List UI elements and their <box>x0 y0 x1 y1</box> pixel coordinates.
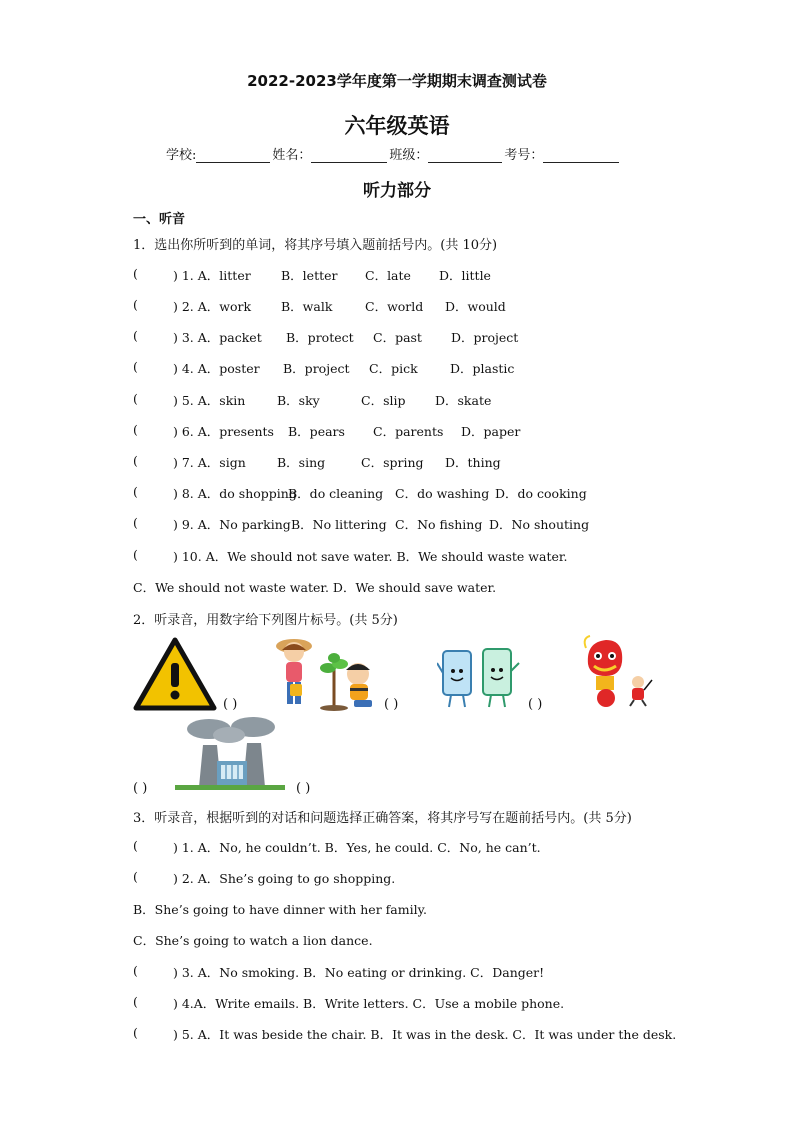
name-label: 姓名： <box>272 148 312 163</box>
option-d: D．do cooking <box>495 486 587 501</box>
option-a: ) 6. A．presents <box>173 424 274 439</box>
option-d: D．project <box>451 330 519 345</box>
item-10-text: ) 10. A．We should not save water. B．We should waste water. <box>173 549 568 564</box>
exam-subtitle: 六年级英语 <box>344 114 450 138</box>
lion-dance-picture <box>582 634 656 708</box>
option-d: D．would <box>445 299 506 314</box>
open-paren: ( <box>133 266 138 281</box>
option-c: C．pick <box>369 361 418 376</box>
warning-sign-picture <box>133 637 217 711</box>
option-d: D．skate <box>435 393 492 408</box>
option-b: B．walk <box>281 299 333 314</box>
option-b: B．project <box>283 361 350 376</box>
option-d: D．paper <box>461 424 521 439</box>
number-blank[interactable] <box>543 148 619 163</box>
q2-blank-1[interactable]: ( ) <box>223 697 238 712</box>
option-c: C．world <box>365 299 424 314</box>
q3-item-2-b-text: B．She’s going to have dinner with her family. <box>133 902 427 917</box>
section-heading: 听力部分 <box>363 181 431 201</box>
option-a: ) 1. A．litter <box>173 268 251 283</box>
school-label: 学校: <box>166 148 197 163</box>
option-c: C．do washing <box>395 486 490 501</box>
open-paren: ( <box>133 484 138 499</box>
open-paren: ( <box>133 297 138 312</box>
q2-blank-4[interactable]: ( ) <box>133 781 148 796</box>
option-b: B．sky <box>277 393 320 408</box>
open-paren: ( <box>133 515 138 530</box>
open-paren: ( <box>133 869 138 884</box>
class-blank[interactable] <box>428 148 502 163</box>
q2-blank-5[interactable]: ( ) <box>296 781 311 796</box>
option-d: D．No shouting <box>489 517 590 532</box>
option-c: C．spring <box>361 455 424 470</box>
q3-item-2-c-text: C．She’s going to watch a lion dance. <box>133 933 373 948</box>
option-a: ) 9. A．No parking <box>173 517 291 532</box>
option-a: ) 2. A．work <box>173 299 252 314</box>
factory-pollution-picture <box>173 717 287 791</box>
option-b: B．No littering <box>291 517 387 532</box>
q2-blank-2[interactable]: ( ) <box>384 697 399 712</box>
option-b: B．letter <box>281 268 338 283</box>
option-d: D．little <box>439 268 491 283</box>
name-blank[interactable] <box>311 148 387 163</box>
student-info-line <box>166 144 619 163</box>
open-paren: ( <box>133 328 138 343</box>
q3-instruction: 3．听录音，根据听到的对话和问题选择正确答案，将其序号写在题前括号内。(共 5分) <box>133 811 632 826</box>
open-paren: ( <box>133 453 138 468</box>
option-a: ) 4. A．poster <box>173 361 260 376</box>
option-d: D．thing <box>445 455 501 470</box>
option-a: ) 7. A．sign <box>173 455 246 470</box>
part-heading: 一、听音 <box>133 212 186 227</box>
option-c: C．past <box>373 330 422 345</box>
open-paren: ( <box>133 547 138 562</box>
option-b: B．sing <box>277 455 326 470</box>
open-paren: ( <box>133 1025 138 1040</box>
option-a: ) 5. A．skin <box>173 393 246 408</box>
option-c: C．late <box>365 268 411 283</box>
q2-blank-3[interactable]: ( ) <box>528 697 543 712</box>
option-c: C．slip <box>361 393 406 408</box>
q3-item-5-text: ) 5. A．It was beside the chair. B．It was in the desk. C．It was under the desk. <box>173 1027 677 1042</box>
class-label: 班级： <box>389 148 429 163</box>
item-10-continued: C．We should not waste water. D．We should save water. <box>133 580 497 595</box>
exam-title: 2022-2023学年度第一学期期末调查测试卷 <box>247 72 547 90</box>
kids-planting-tree-picture <box>272 634 384 714</box>
option-c: C．No fishing <box>395 517 483 532</box>
q3-item-1-text: ) 1. A．No, he couldn’t. B．Yes, he could. C．No, he can’t. <box>173 840 541 855</box>
open-paren: ( <box>133 963 138 978</box>
q3-item-2-text: ) 2. A．She’s going to go shopping. <box>173 871 396 886</box>
number-label: 考号： <box>504 148 544 163</box>
q1-instruction: 1．选出你所听到的单词，将其序号填入题前括号内。(共 10分) <box>133 238 498 253</box>
open-paren: ( <box>133 994 138 1009</box>
open-paren: ( <box>133 391 138 406</box>
q2-instruction: 2．听录音，用数字给下列图片标号。(共 5分) <box>133 613 398 628</box>
option-b: B．protect <box>286 330 354 345</box>
option-c: C．parents <box>373 424 444 439</box>
school-blank[interactable] <box>196 148 270 163</box>
q3-item-3-text: ) 3. A．No smoking. B．No eating or drinking. C．Danger! <box>173 965 545 980</box>
open-paren: ( <box>133 838 138 853</box>
open-paren: ( <box>133 359 138 374</box>
option-d: D．plastic <box>450 361 515 376</box>
mobile-phones-picture <box>437 645 523 711</box>
option-a: ) 3. A．packet <box>173 330 262 345</box>
option-b: B．do cleaning <box>288 486 384 501</box>
q3-item-4-text: ) 4.A．Write emails. B．Write letters. C．Use a mobile phone. <box>173 996 565 1011</box>
option-a: ) 8. A．do shopping <box>173 486 297 501</box>
option-b: B．pears <box>288 424 345 439</box>
open-paren: ( <box>133 422 138 437</box>
